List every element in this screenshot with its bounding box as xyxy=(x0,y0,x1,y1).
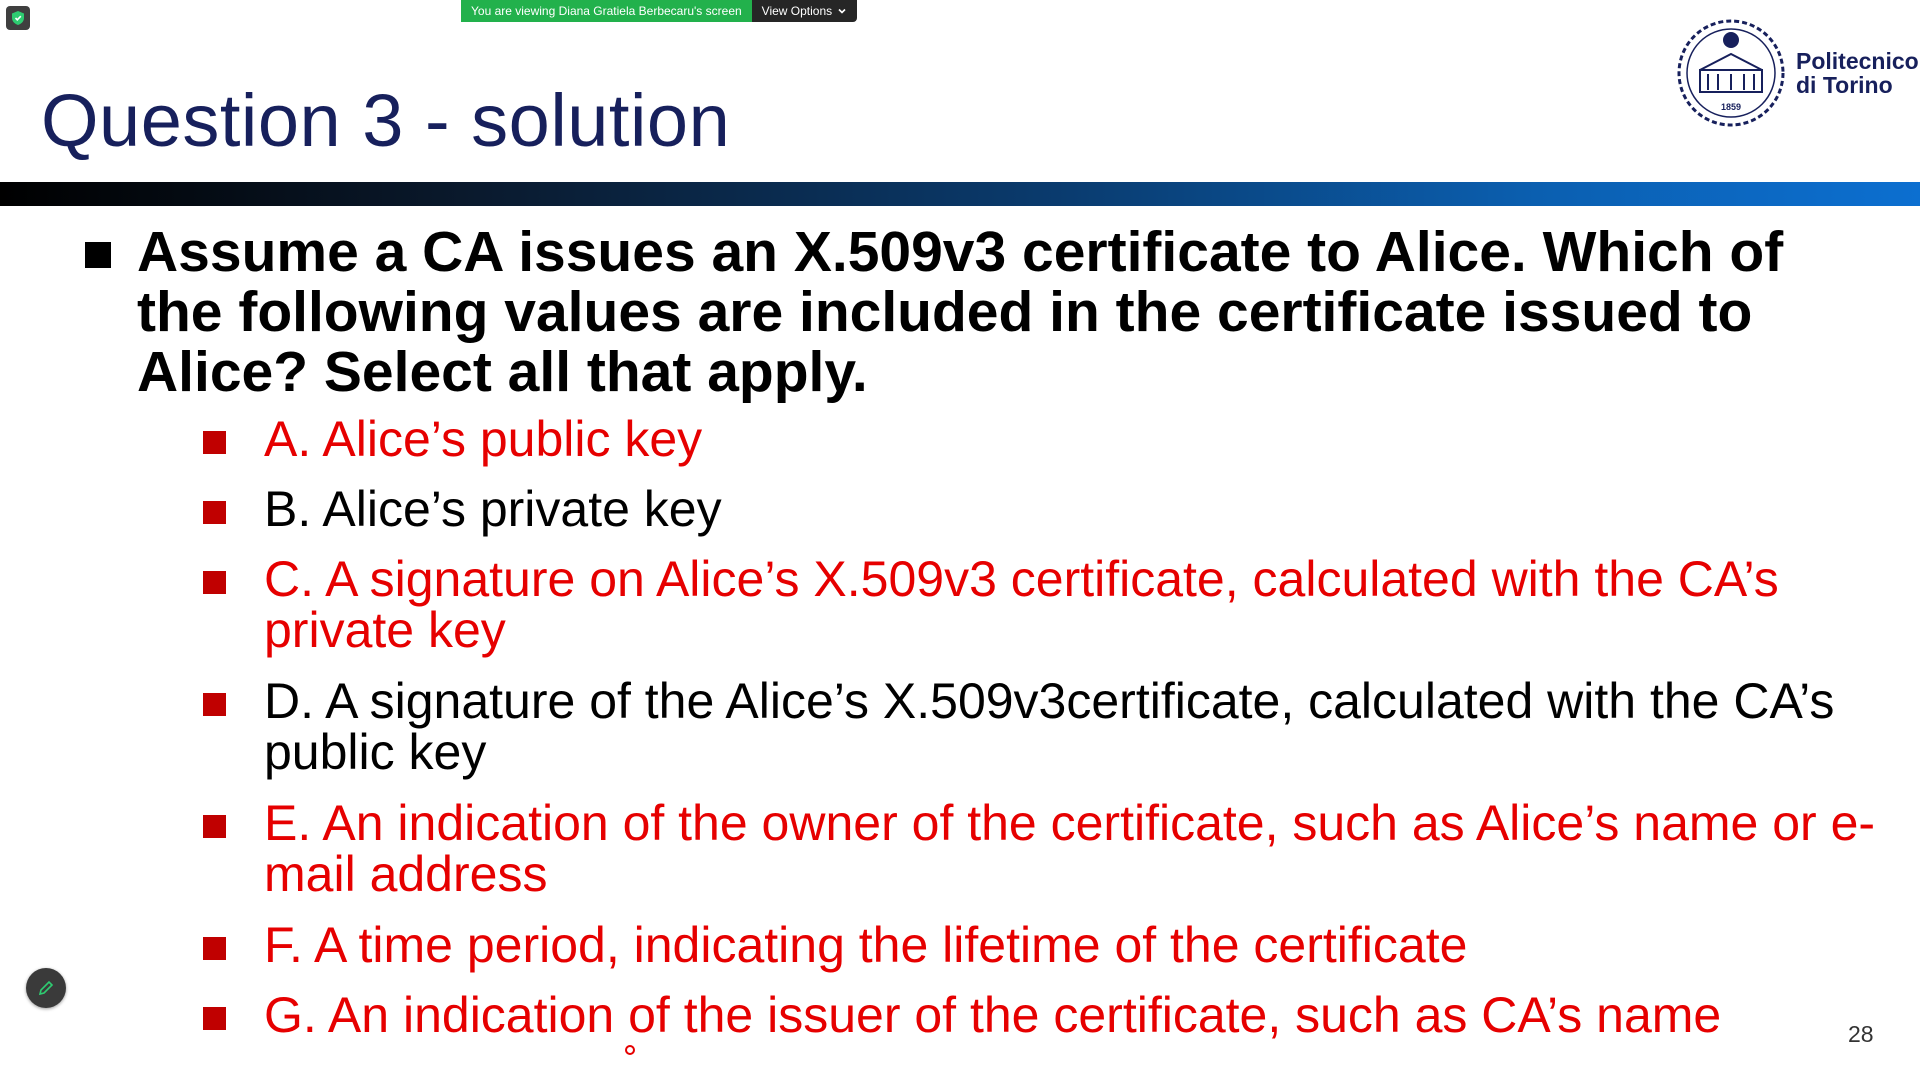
annotate-button[interactable] xyxy=(26,968,66,1008)
square-bullet-icon xyxy=(203,815,226,838)
option-d xyxy=(203,673,1893,780)
chevron-down-icon xyxy=(837,6,847,16)
question-block xyxy=(85,222,1875,402)
option-text: F. A time period, indicating the lifetime of the certificate xyxy=(264,917,1468,973)
option-a xyxy=(203,411,1893,467)
option-text: B. Alice’s private key xyxy=(264,481,722,537)
option-text: A. Alice’s public key xyxy=(264,411,703,467)
view-options-button[interactable] xyxy=(752,0,857,22)
screen-share-banner xyxy=(461,0,857,22)
square-bullet-icon xyxy=(203,571,226,594)
header-divider-band xyxy=(0,182,1920,206)
square-bullet-icon xyxy=(203,693,226,716)
view-options-label: View Options xyxy=(761,4,833,18)
option-f xyxy=(203,917,1893,973)
option-text: C. A signature on Alice’s X.509v3 certificate, calculated with the CA’s private key xyxy=(264,551,1779,658)
logo-year: 1859 xyxy=(1720,102,1742,112)
option-g xyxy=(203,987,1893,1043)
square-bullet-icon xyxy=(203,937,226,960)
university-logo xyxy=(1672,14,1919,132)
pencil-icon xyxy=(37,979,55,997)
polito-seal-icon xyxy=(1672,14,1790,132)
option-e xyxy=(203,795,1893,902)
square-bullet-icon xyxy=(203,1007,226,1030)
pointer-cursor xyxy=(625,1045,635,1055)
slide-page-number: 28 xyxy=(1848,1021,1874,1047)
square-bullet-icon xyxy=(203,431,226,454)
logo-text xyxy=(1796,49,1919,97)
square-bullet-icon xyxy=(85,242,111,268)
square-bullet-icon xyxy=(203,501,226,524)
option-c xyxy=(203,551,1893,658)
slide-title: Question 3 - solution xyxy=(41,79,731,162)
logo-line-2: di Torino xyxy=(1796,72,1893,98)
option-text: E. An indication of the owner of the certificate, such as Alice’s name or e-mail address xyxy=(264,795,1876,902)
logo-line-1: Politecnico xyxy=(1796,48,1919,74)
security-shield-icon[interactable] xyxy=(6,6,30,30)
option-b xyxy=(203,481,1893,537)
option-text: D. A signature of the Alice’s X.509v3certificate, calculated with the CA’s public key xyxy=(264,673,1835,780)
answer-options-list xyxy=(203,411,1893,1060)
option-text: G. An indication of the issuer of the certificate, such as CA’s name xyxy=(264,987,1722,1043)
question-text: Assume a CA issues an X.509v3 certificate to Alice. Which of the following values are included in the certificate issued to Alice? Select all that apply. xyxy=(137,220,1784,404)
viewing-status-text: You are viewing Diana Gratiela Berbecaru's screen xyxy=(461,0,752,22)
